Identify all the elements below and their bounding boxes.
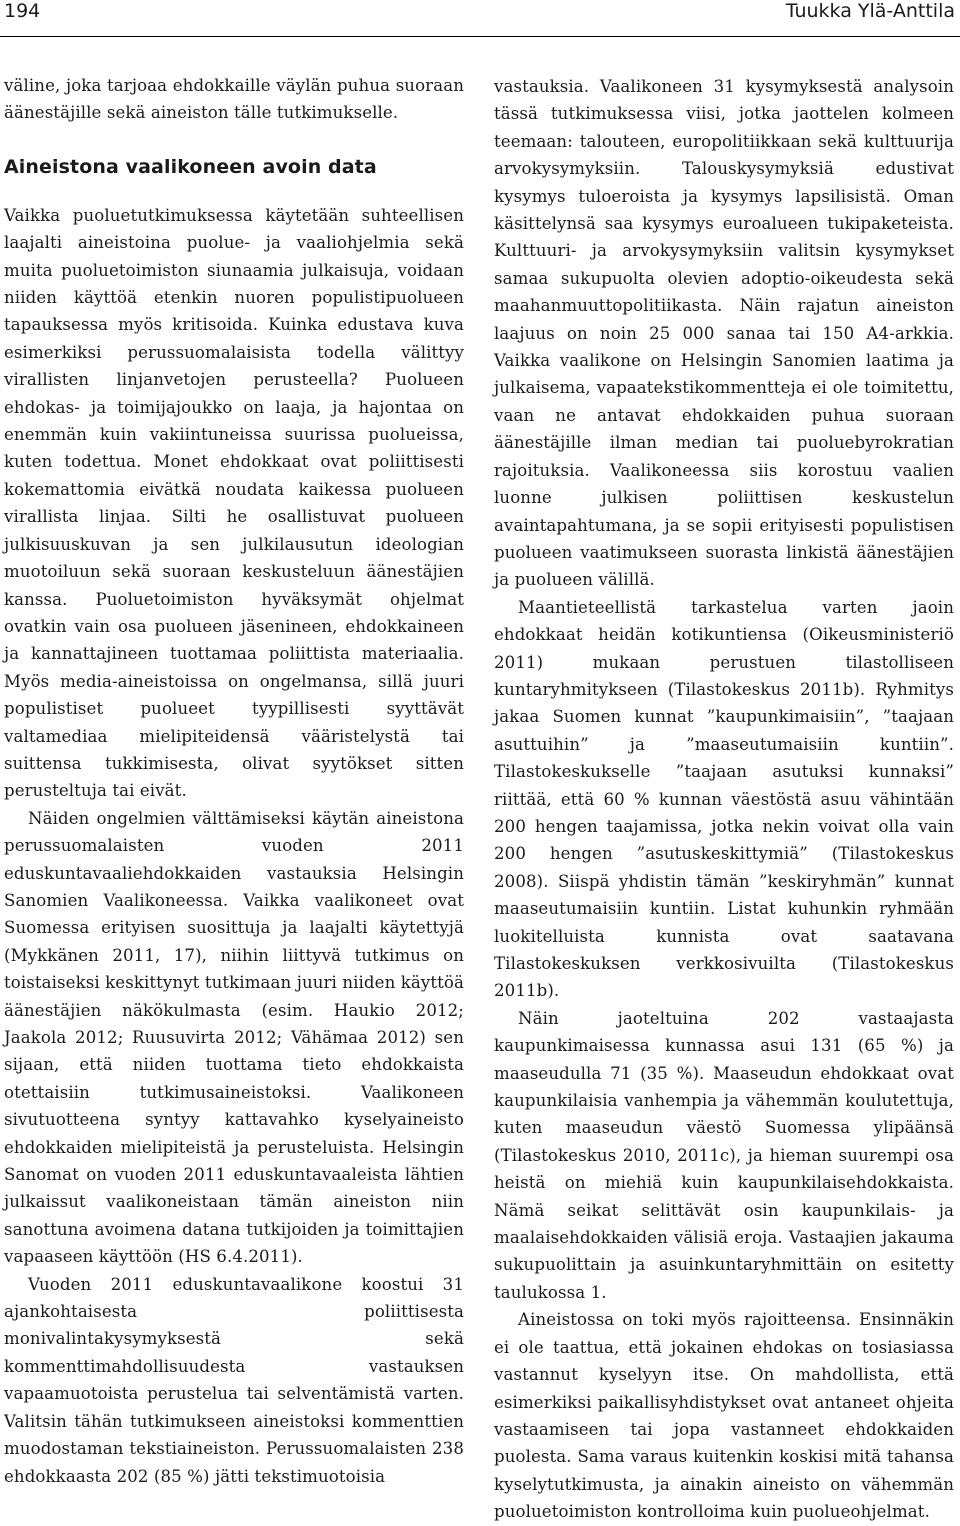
right-column	[494, 73, 954, 1526]
body-paragraph: Näiden ongelmien välttämiseksi käytän aineistona perussuomalaisten vuoden 2011 eduskuntavaaliehdokkaiden vastauksia Helsingin Sanomien Vaalikoneessa. Vaikka vaalikoneet ovat Suomessa erityisen suosittuja ja laajalti käytettyjä (Mykkänen 2011, 17), niihin liittyvä tutkimus on toistaiseksi keskittynyt tutkimaan juuri niiden käyttöä äänestäjien näkökulmasta (esim. Haukio 2012; Jaakola 2012; Ruusuvirta 2012; Vähämaa 2012) sen sijaan, että niiden tuottama tieto ehdokkaista otettaisiin tutkimusaineistoksi. Vaalikoneen sivutuotteena syntyy kattavahko kyselyaineisto ehdokkaiden mielipiteistä ja perusteluista. Helsingin Sanomat on vuoden 2011 eduskuntavaaleista lähtien julkaissut vaalikoneistaan tämän aineiston niin sanottuna avoimena datana tutkijoiden ja toimittajien vapaaseen käyttöön (HS 6.4.2011).	[4, 808, 464, 1267]
body-paragraph: vastauksia. Vaalikoneen 31 kysymyksestä analysoin tässä tutkimuksessa viisi, jotka jaottelen kolmeen teemaan: talouteen, europolitiikkaan sekä kulttuurija arvokysymyksiin. Talouskysymyksiä edustivat kysymys tuloeroista ja kysymys lapsilisistä. Oman käsittelynsä saa kysymys euroalueen tukipaketeista. Kulttuuri- ja arvokysymyksiin valitsin kysymykset samaa sukupuolta olevien adoptio-oikeudesta sekä maahanmuuttopolitiikasta. Näin rajatun aineiston laajuus on noin 25 000 sanaa tai 150 A4-arkkia. Vaikka vaalikone on Helsingin Sanomien laatima ja julkaisema, vapaatekstikommentteja ei ole toimitettu, vaan ne antavat ehdokkaiden puhua suoraan äänestäjille ilman median tai puoluebyrokratian rajoituksia. Vaalikoneessa siis korostuu vaalien luonne julkisen poliittisen keskustelun avaintapahtumana, ja se sopii erityisesti populistisen puolueen vaatimukseen suorasta linkistä äänestäjien ja puolueen välillä.	[494, 77, 954, 590]
page-header	[0, 0, 960, 32]
body-paragraph: Aineistossa on toki myös rajoitteensa. Ensinnäkin ei ole taattua, että jokainen ehdokas on tosiasiassa vastannut kyselyyn itse. On mahdollista, että esimerkiksi paikallisyhdistykset ovat antaneet ohjeita vastaamiseen tai jopa vastanneet ehdokkaiden puolesta. Sama varaus kuitenkin koskisi mitä tahansa kyselytutkimusta, ja ainakin aineisto on vähemmän puoluetoimiston kontrolloima kuin puolueohjelmat.	[494, 1310, 954, 1522]
body-paragraph: Vuoden 2011 eduskuntavaalikone koostui 31 ajankohtaisesta poliittisesta monivalintakysymyksestä sekä kommenttimahdollisuudesta vastauksen vapaamuotoista perustelua tai selventämistä varten. Valitsin tähän tutkimukseen aineistoksi kommenttien muodostaman tekstiaineiston. Perussuomalaisten 238 ehdokkaasta 202 (85 %) jätti tekstimuotoisia	[4, 1274, 464, 1486]
left-column	[4, 72, 464, 1490]
section-heading: Aineistona vaalikoneen avoin data	[4, 155, 377, 178]
body-paragraph: Näin jaoteltuina 202 vastaajasta kaupunkimaisessa kunnassa asui 131 (65 %) ja maaseudulla 71 (35 %). Maaseudun ehdokkaat ovat kaupunkilaisia vanhempia ja vähemmän koulutettuja, kuten maaseudun väestö Suomessa ylipäänsä (Tilastokeskus 2010, 2011c), ja hieman suurempi osa heistä on miehiä kuin kaupunkilaisehdokkaista. Nämä seikat selittävät osin kaupunkilais- ja maalaisehdokkaiden välisiä eroja. Vastaajien jakauma sukupuolittain ja asuinkuntaryhmittäin on esitetty taulukossa 1.	[494, 1008, 954, 1302]
body-paragraph: Vaikka puoluetutkimuksessa käytetään suhteellisen laajalti aineistoina puolue- ja vaaliohjelmia sekä muita puoluetoimiston siunaamia julkaisuja, voidaan niiden käyttöä etenkin nuoren populistipuolueen tapauksessa myös kritisoida. Kuinka edustava kuva esimerkiksi perussuomalaisista todella välittyy virallisten linjanvetojen perusteella? Puolueen ehdokas- ja toimijajoukko on laaja, ja hajontaa on enemmän kuin vakiintuneissa suurissa puolueissa, kuten todettua. Monet ehdokkaat ovat poliittisesti kokemattomia eivätkä noudata kaikessa puolueen virallista linjaa. Silti he osallistuvat puolueen julkisuuskuvan ja sen julkilausutun ideologian muotoiluun sekä suoraan keskusteluun äänestäjien kanssa. Puoluetoimiston hyväksymät ohjelmat ovatkin vain osa puolueen jäsenineen, ehdokkaineen ja kannattajineen tuottamaa poliittista materiaalia. Myös media-aineistoissa on ongelmansa, sillä juuri populistiset puolueet tyypillisesti syyttävät valtamediaa mielipiteidensä vääristelystä tai suittensa tukkimisesta, olivat syytökset sitten perusteltuja tai eivät.	[4, 205, 464, 801]
body-paragraph: Maantieteellistä tarkastelua varten jaoin ehdokkaat heidän kotikuntiensa (Oikeusministeriö 2011) mukaan perustuen tilastolliseen kuntaryhmitykseen (Tilastokeskus 2011b). Ryhmitys jakaa Suomen kunnat ”kaupunkimaisiin”, ”taajaan asuttuihin” ja ”maaseutumaisiin kuntiin”. Tilastokeskukselle ”taajaan asutuksi kunnaksi” riittää, että 60 % kunnan väestöstä asuu vähintään 200 hengen taajamissa, jotka nekin voivat olla vain 200 hengen ”asutuskeskittymiä” (Tilastokeskus 2008). Siispä yhdistin tämän ”keskiryhmän” kunnat maaseutumaisiin kuntiin. Listat kuhunkin ryhmään luokitelluista kunnista ovat saatavana Tilastokeskuksen verkkosivuilta (Tilastokeskus 2011b).	[494, 597, 954, 1001]
running-head-author: Tuukka Ylä-Anttila	[785, 0, 955, 22]
header-rule	[0, 36, 960, 37]
page-number: 194	[4, 0, 41, 22]
intro-paragraph: väline, joka tarjoaa ehdokkaille väylän puhua suoraan äänestäjille sekä aineiston tälle tutkimukselle.	[4, 76, 464, 123]
